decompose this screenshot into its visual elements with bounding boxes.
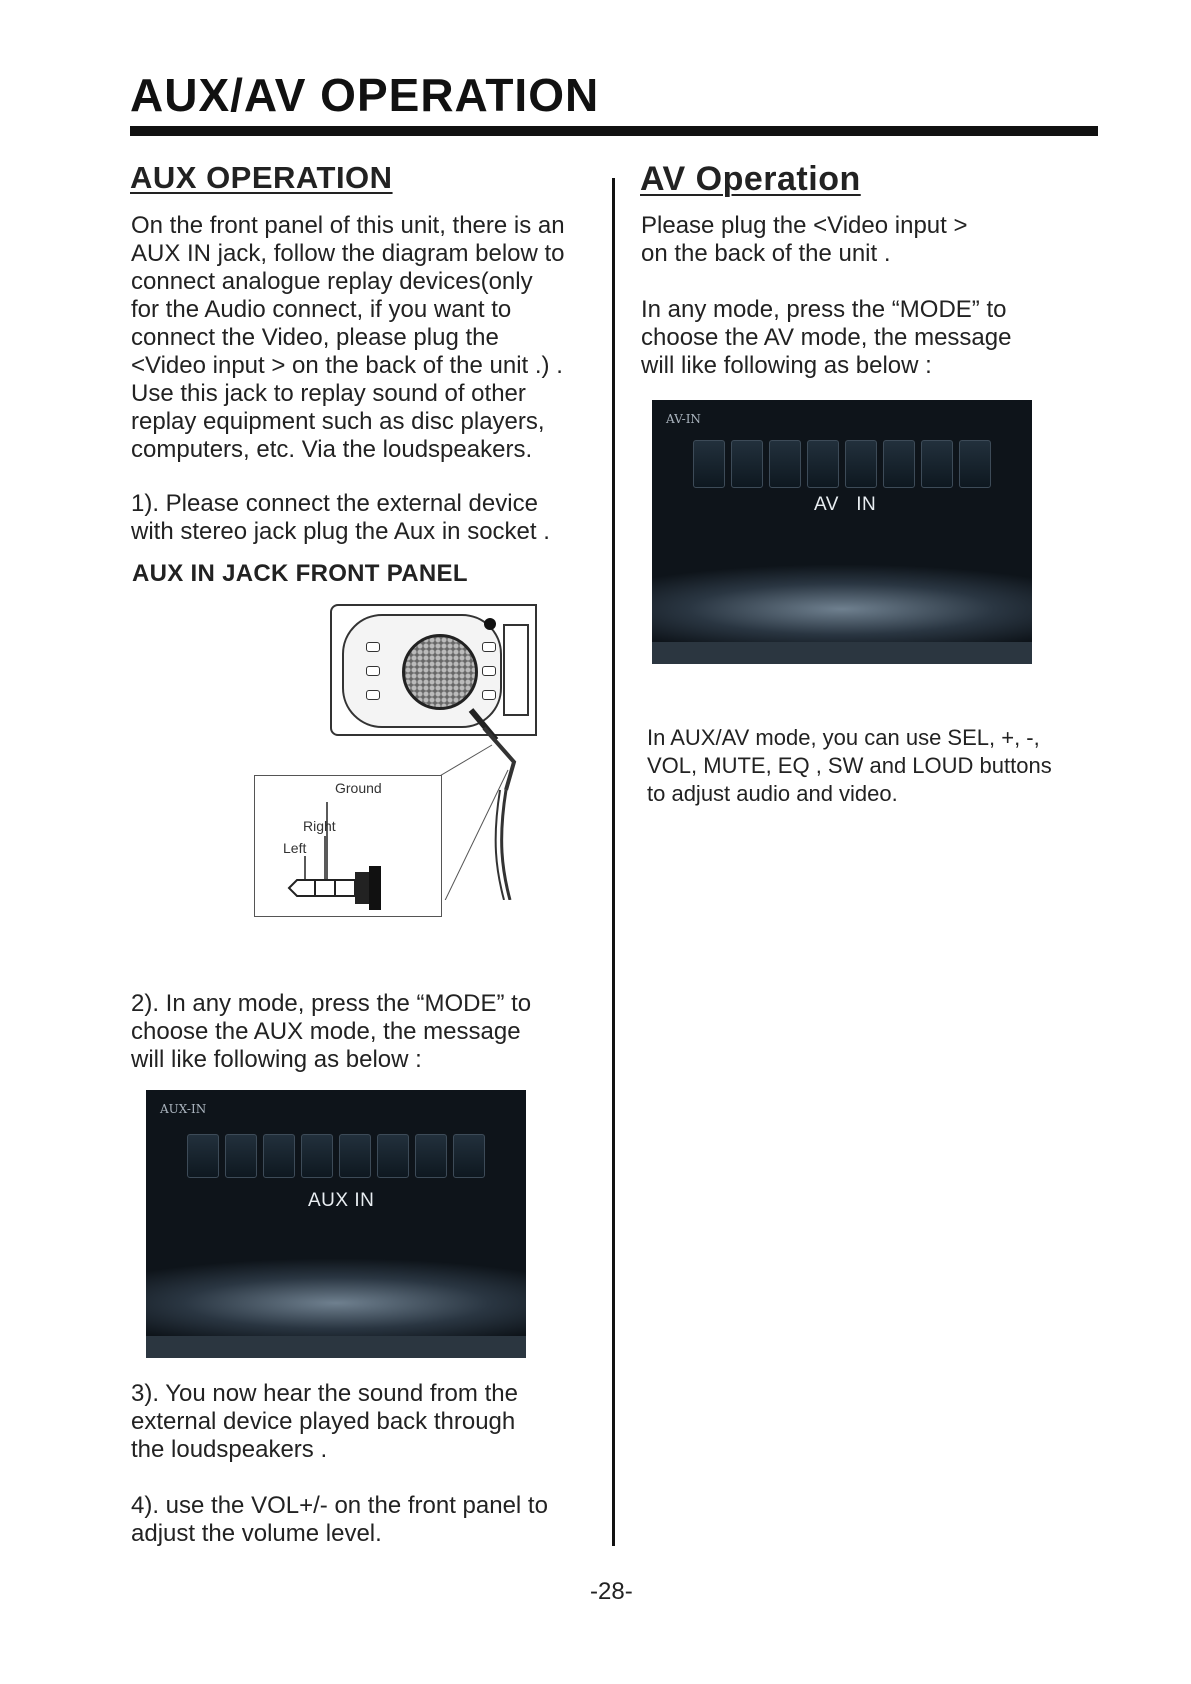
ground-label: Ground [335,780,382,796]
right-label: Right [303,818,336,834]
volume-knob-icon [402,634,478,710]
panel-button [366,642,380,652]
aux-step-3: 3). You now hear the sound from the external device played back through the loudspeakers . [131,1380,518,1463]
page-title: AUX/AV OPERATION [130,69,600,121]
title-rule [130,126,1098,136]
aux-screen [146,1090,526,1358]
av-para-1: Please plug the <Video input > on the back of the unit . [641,212,968,267]
av-screen-message: AV IN [814,494,877,515]
stereo-plug-icon [255,776,443,918]
aux-cable-icon [436,700,546,900]
aux-screen-message: AUX IN [308,1190,375,1211]
column-divider [612,178,615,1546]
aux-step-1: 1). Please connect the external device with stereo jack plug the Aux in socket . [131,490,550,545]
page-number: -28- [590,1578,633,1605]
aux-heading: AUX OPERATION [130,160,393,195]
panel-button [482,690,496,700]
aux-step-2: 2). In any mode, press the “MODE” to choose the AUX mode, the message will like following as below : [131,990,532,1073]
av-para-2: In any mode, press the “MODE” to choose the AV mode, the message will like following as below : [641,296,1012,379]
aux-step-4: 4). use the VOL+/- on the front panel to adjust the volume level. [131,1492,548,1547]
av-screen [652,400,1032,664]
diagram-heading: AUX IN JACK FRONT PANEL [132,560,468,587]
jack-plug-diagram [254,775,442,917]
av-screen-tiles [652,440,1032,488]
av-para-3: In AUX/AV mode, you can use SEL, +, -, VOL, MUTE, EQ , SW and LOUD buttons to adjust audio and video. [647,725,1052,806]
left-label: Left [283,840,307,856]
panel-button [366,666,380,676]
aux-screen-tiles [146,1134,526,1178]
panel-button [482,666,496,676]
av-heading: AV Operation [640,160,861,198]
mic-dot-icon [484,618,496,630]
panel-button [366,690,380,700]
aux-intro: On the front panel of this unit, there is an AUX IN jack, follow the diagram below to connect analogue replay devices(only for the Audio connect, if you want to connect the Video, please plug the <Video input > on the back of the unit .) . Use this jack to replay sound of other replay equipment such as disc players, computers, etc. Via the loudspeakers. [131,212,565,463]
aux-screen-tag: AUX-IN [160,1102,207,1116]
panel-button [482,642,496,652]
av-screen-tag: AV-IN [666,412,701,426]
